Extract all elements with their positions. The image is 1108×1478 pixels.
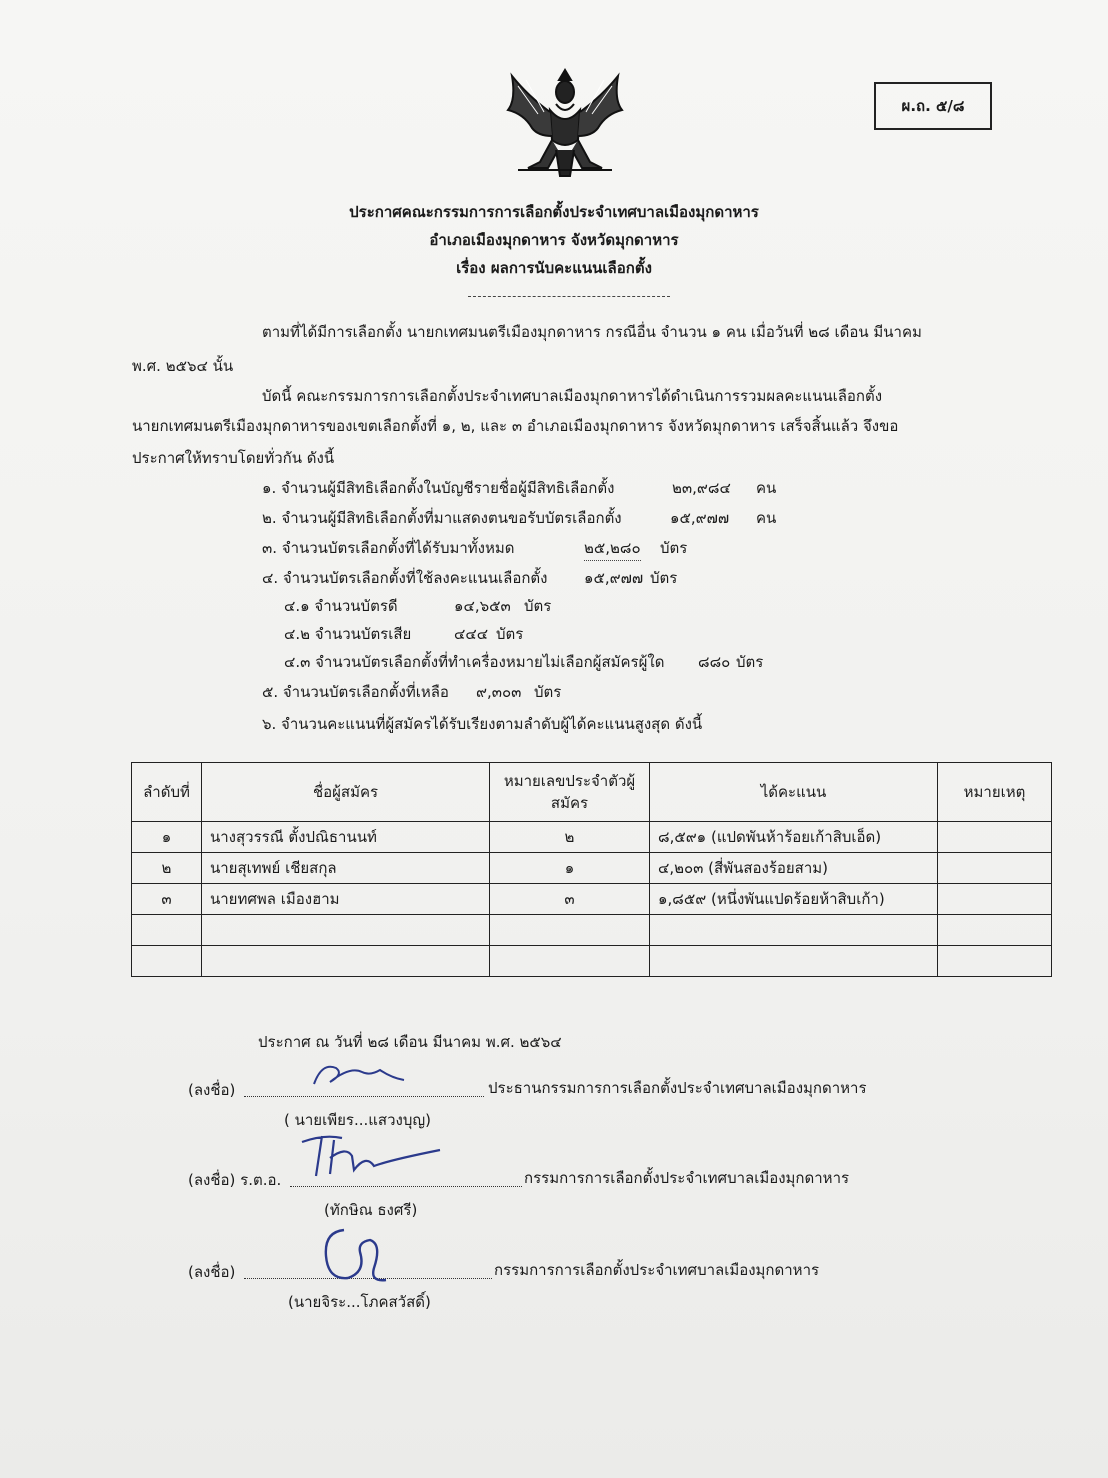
item-4-2-value: ๔๔๔: [454, 625, 489, 643]
item-1-unit: คน: [756, 479, 777, 497]
header-title: ประกาศคณะกรรมการการเลือกตั้งประจำเทศบาลเมืองมุกดาหาร: [349, 203, 759, 221]
row-note: [938, 822, 1052, 853]
header-district: อำเภอเมืองมุกดาหาร จังหวัดมุกดาหาร: [429, 231, 679, 249]
signature-1-name: ( นายเพียร...แสวงบุญ): [284, 1111, 431, 1129]
item-1-label: ๑. จำนวนผู้มีสิทธิเลือกตั้งในบัญชีรายชื่อผู้มีสิทธิเลือกตั้ง: [262, 479, 615, 497]
row-candidate-number: ๑: [490, 853, 650, 884]
item-3-value: ๒๕,๒๘๐: [584, 536, 641, 561]
item-6-label: ๖. จำนวนคะแนนที่ผู้สมัครได้รับเรียงตามลำดับผู้ได้คะแนนสูงสุด ดังนี้: [262, 715, 703, 733]
item-4-3-label: ๔.๓ จำนวนบัตรเลือกตั้งที่ทำเครื่องหมายไม่เลือกผู้สมัครผู้ใด: [284, 653, 665, 671]
item-5-value: ๙,๓๐๓: [476, 683, 522, 701]
row-candidate-name: นายสุเทพย์ เชียสกุล: [202, 853, 490, 884]
header-subject: เรื่อง ผลการนับคะแนนเลือกตั้ง: [456, 259, 652, 277]
item-4-3-unit: บัตร: [736, 653, 764, 671]
item-4-1-label: ๔.๑ จำนวนบัตรดี: [284, 597, 398, 615]
item-3-unit: บัตร: [660, 539, 688, 557]
table-row-empty: [132, 946, 1052, 977]
signature-3-scribble: [314, 1222, 394, 1292]
item-4-1-value: ๑๔,๖๕๓: [454, 597, 511, 615]
header-note: หมายเหตุ: [938, 763, 1052, 822]
item-2-value: ๑๕,๙๗๗: [670, 509, 730, 527]
signature-3-prefix: (ลงชื่อ): [188, 1263, 236, 1281]
item-4-3-value: ๘๘๐: [698, 653, 731, 671]
table-row: [132, 884, 1052, 915]
garuda-emblem-icon: [498, 66, 632, 184]
header-candidate-number: หมายเลขประจำตัวผู้สมัคร: [490, 763, 650, 822]
paragraph-line-3: ประกาศให้ทราบโดยทั่วกัน ดังนี้: [132, 449, 335, 467]
row-votes: ๔,๒๐๓ (สี่พันสองร้อยสาม): [650, 853, 938, 884]
item-4-1-unit: บัตร: [524, 597, 552, 615]
header-candidate-name: ชื่อผู้สมัคร: [202, 763, 490, 822]
item-4-unit: บัตร: [650, 569, 678, 587]
signature-3-role: กรรมการการเลือกตั้งประจำเทศบาลเมืองมุกดาหาร: [494, 1261, 820, 1279]
signature-3-name: (นายจิระ...โภคสวัสดิ์): [288, 1293, 431, 1311]
results-table: [131, 762, 1052, 977]
row-rank: ๒: [132, 853, 202, 884]
signature-2-scribble: [294, 1130, 444, 1186]
item-3-label: ๓. จำนวนบัตรเลือกตั้งที่ได้รับมาทั้งหมด: [262, 539, 515, 557]
table-header-row: [132, 763, 1052, 822]
signature-2-prefix: (ลงชื่อ) ร.ต.อ.: [188, 1171, 282, 1189]
intro-line-2: พ.ศ. ๒๕๖๔ นั้น: [132, 357, 234, 375]
item-1-value: ๒๓,๙๘๔: [672, 479, 731, 497]
row-votes: ๑,๘๕๙ (หนึ่งพันแปดร้อยห้าสิบเก้า): [650, 884, 938, 915]
item-5-label: ๕. จำนวนบัตรเลือกตั้งที่เหลือ: [262, 683, 449, 701]
paragraph-line-1: บัดนี้ คณะกรรมการการเลือกตั้งประจำเทศบาลเมืองมุกดาหารได้ดำเนินการรวมผลคะแนนเลือกตั้ง: [262, 387, 883, 405]
row-candidate-number: ๒: [490, 822, 650, 853]
table-row: [132, 853, 1052, 884]
row-candidate-name: นางสุวรรณี ตั้งปณิธานนท์: [202, 822, 490, 853]
table-row: [132, 822, 1052, 853]
row-rank: ๓: [132, 884, 202, 915]
announcement-date: ประกาศ ณ วันที่ ๒๘ เดือน มีนาคม พ.ศ. ๒๕๖๔: [258, 1033, 562, 1051]
item-4-2-unit: บัตร: [496, 625, 524, 643]
signature-1-scribble: [310, 1058, 410, 1094]
paragraph-line-2: นายกเทศมนตรีเมืองมุกดาหารของเขตเลือกตั้งที่ ๑, ๒, และ ๓ อำเภอเมืองมุกดาหาร จังหวัดมุกดาหาร เสร็จสิ้นแล้ว จึงขอ: [132, 417, 899, 435]
item-2-label: ๒. จำนวนผู้มีสิทธิเลือกตั้งที่มาแสดงตนขอรับบัตรเลือกตั้ง: [262, 509, 622, 527]
header-rank: ลำดับที่: [132, 763, 202, 822]
item-5-unit: บัตร: [534, 683, 562, 701]
row-rank: ๑: [132, 822, 202, 853]
item-2-unit: คน: [756, 509, 777, 527]
signature-1-role: ประธานกรรมการการเลือกตั้งประจำเทศบาลเมืองมุกดาหาร: [488, 1079, 867, 1097]
row-note: [938, 853, 1052, 884]
intro-line-1: ตามที่ได้มีการเลือกตั้ง นายกเทศมนตรีเมืองมุกดาหาร กรณีอื่น จำนวน ๑ คน เมื่อวันที่ ๒๘ เดือน มีนาคม: [262, 323, 922, 341]
header-divider: [468, 296, 670, 297]
form-code-box: ผ.ถ. ๕/๘: [874, 82, 992, 130]
signature-2-role: กรรมการการเลือกตั้งประจำเทศบาลเมืองมุกดาหาร: [524, 1169, 850, 1187]
item-4-2-label: ๔.๒ จำนวนบัตรเสีย: [284, 625, 412, 643]
row-candidate-number: ๓: [490, 884, 650, 915]
signature-1-prefix: (ลงชื่อ): [188, 1081, 236, 1099]
table-row-empty: [132, 915, 1052, 946]
row-candidate-name: นายทศพล เมืองฮาม: [202, 884, 490, 915]
row-votes: ๘,๕๙๑ (แปดพันห้าร้อยเก้าสิบเอ็ด): [650, 822, 938, 853]
item-4-label: ๔. จำนวนบัตรเลือกตั้งที่ใช้ลงคะแนนเลือกตั้ง: [262, 569, 548, 587]
row-note: [938, 884, 1052, 915]
item-4-value: ๑๕,๙๗๗: [584, 569, 644, 587]
header-votes: ได้คะแนน: [650, 763, 938, 822]
signature-2-name: (ทักษิณ ธงศรี): [324, 1201, 418, 1219]
